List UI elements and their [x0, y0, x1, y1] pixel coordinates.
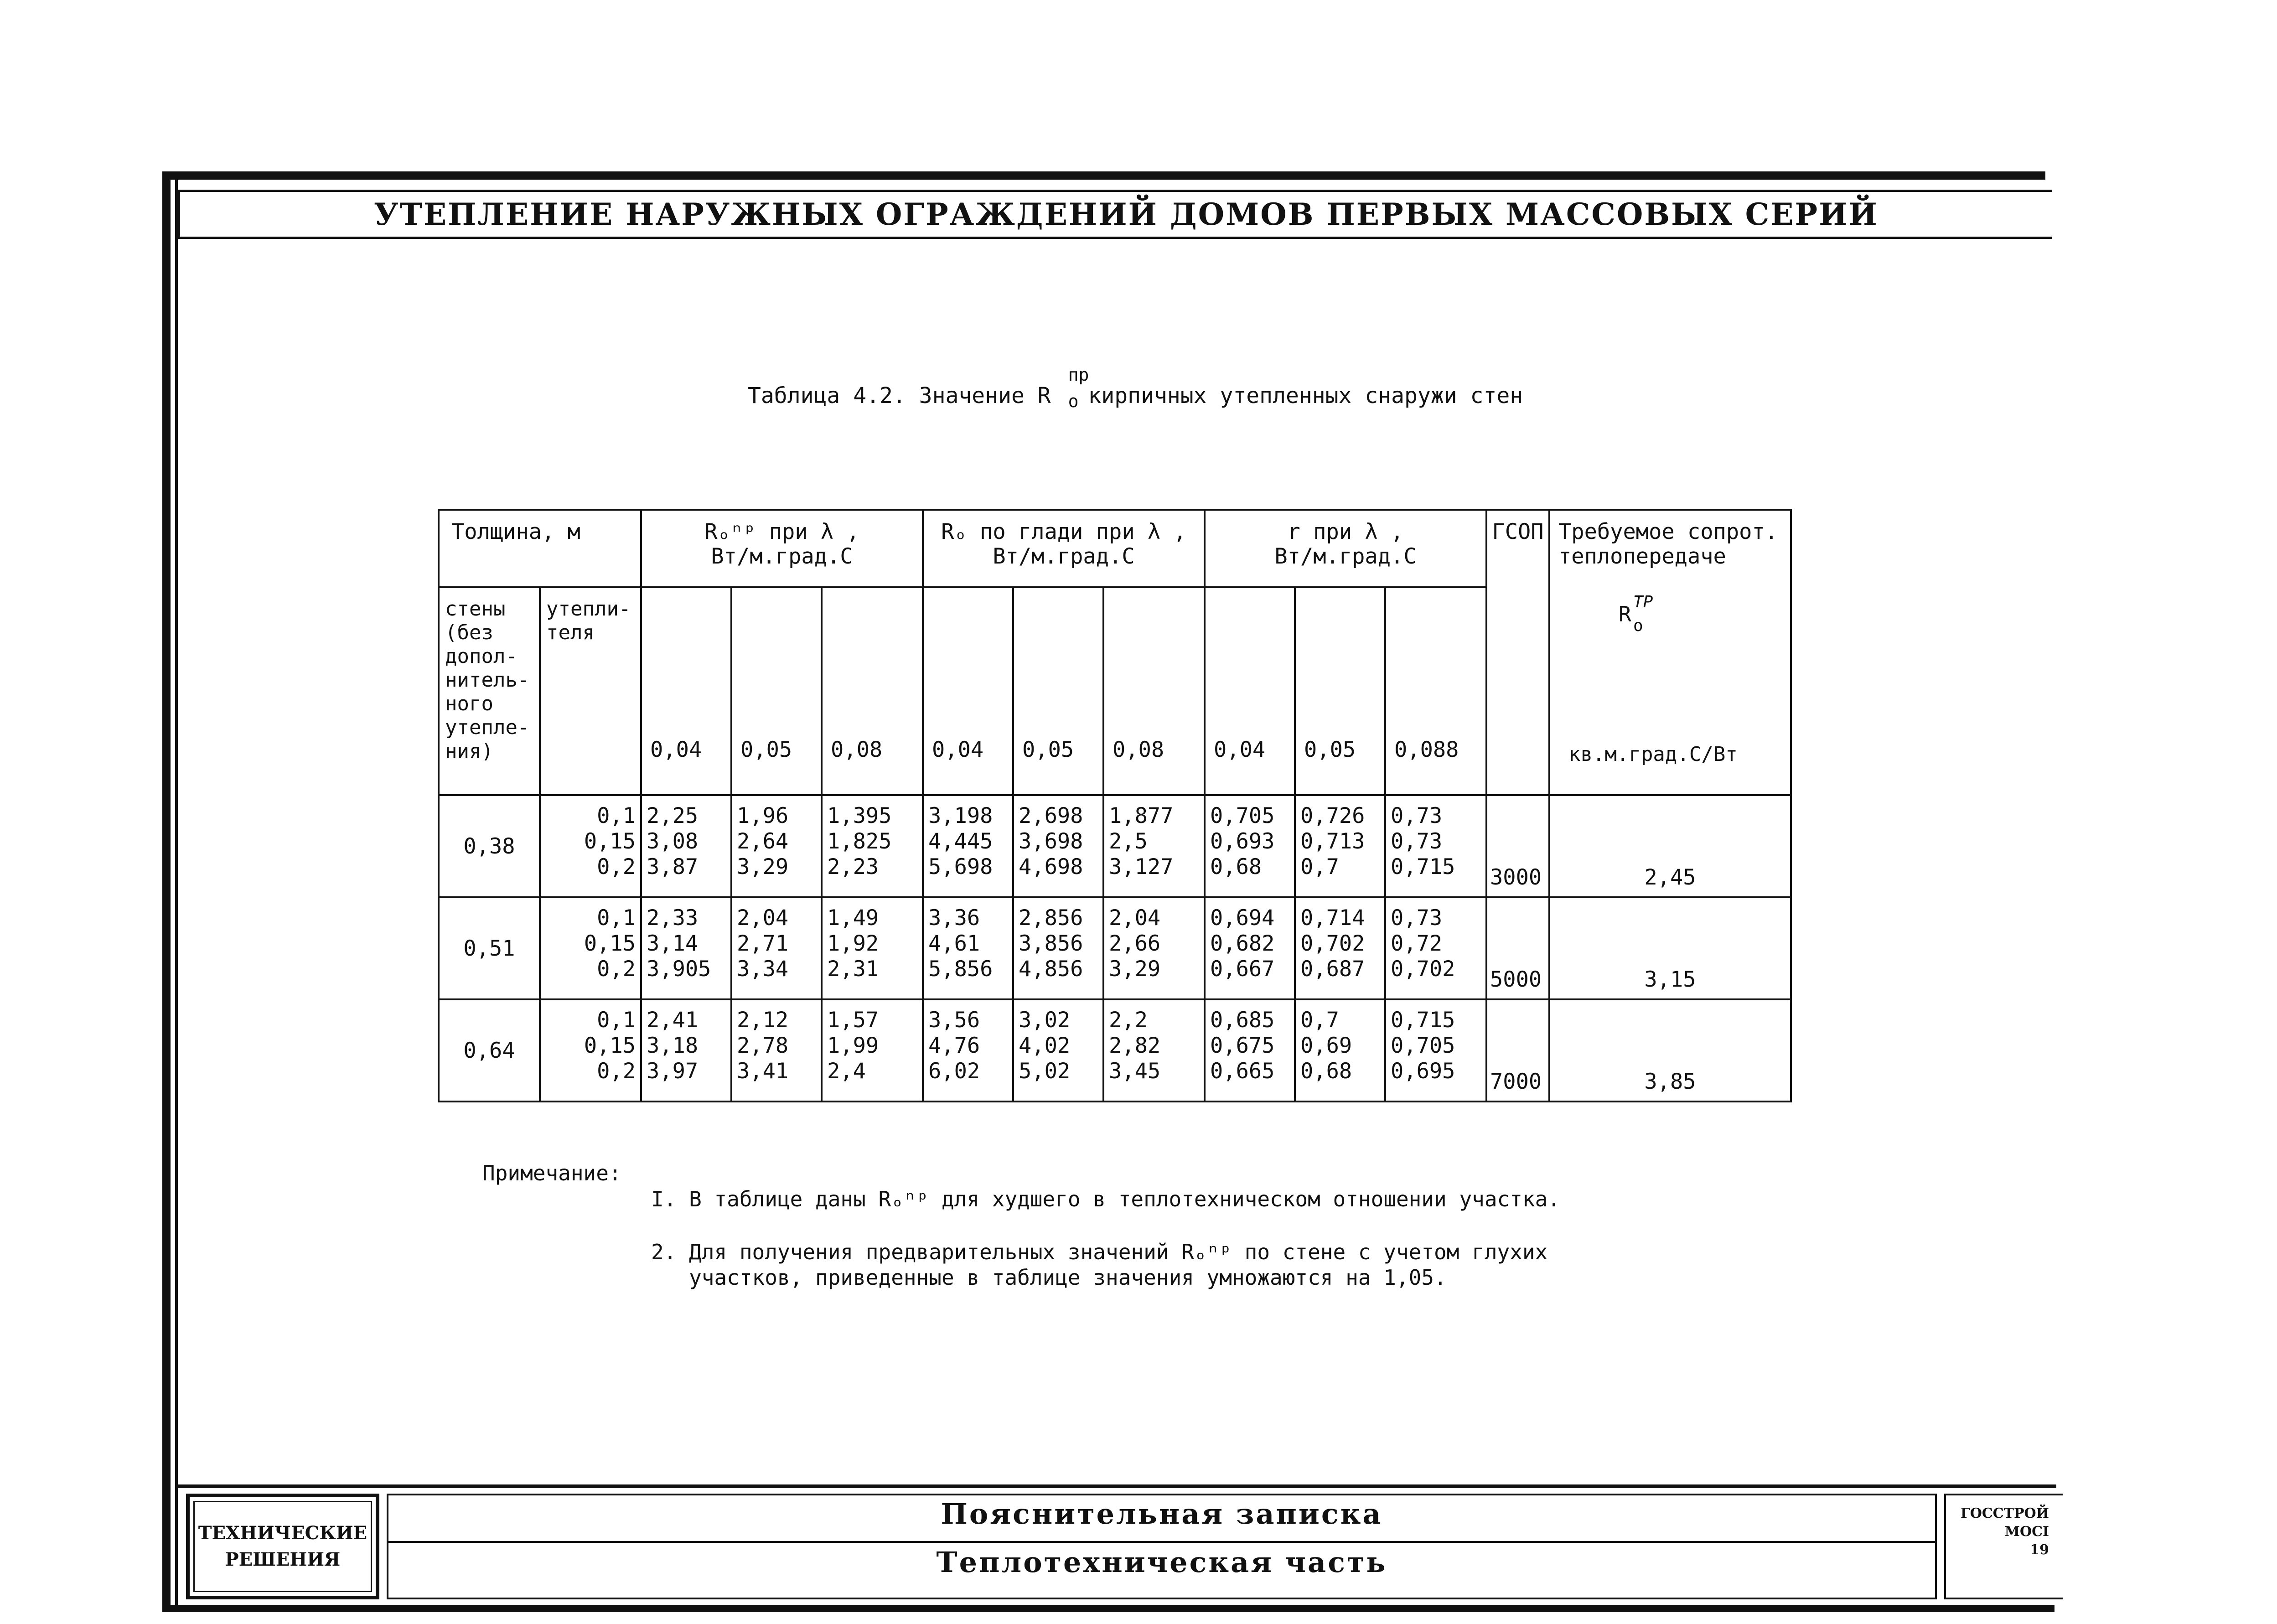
stamp-inner [193, 1501, 372, 1592]
cell-value: 3,56 4,76 6,02 [923, 999, 1013, 1102]
cell-value: 0,714 0,702 0,687 [1295, 897, 1385, 999]
notes-title: Примечание: [482, 1161, 621, 1185]
org-line-1: ГОССТРОЙ [1961, 1505, 2049, 1521]
cell-value: 2,12 2,78 3,41 [731, 999, 822, 1102]
cell-value: 2,856 3,856 4,856 [1013, 897, 1103, 999]
cell-value: 2,25 3,08 3,87 [641, 795, 731, 897]
frame-bottom-border [162, 1605, 2054, 1612]
cell-value: 0,685 0,675 0,665 [1205, 999, 1295, 1102]
caption-sub: о [1068, 391, 1079, 411]
caption-sup: пр [1068, 365, 1089, 385]
header-wall: стены (без допол- нитель- ного утепле- ния) [439, 587, 540, 795]
cell-insulation: 0,1 0,15 0,2 [540, 795, 641, 897]
required-symbol [1619, 593, 1653, 635]
required-symbol-sup: ТР [1633, 593, 1653, 611]
lambda-glad-3: 0,08 [1103, 587, 1205, 795]
cell-wall: 0,64 [439, 999, 540, 1102]
org-line-3: 19 [2030, 1542, 2049, 1558]
table-row [439, 795, 1791, 897]
table-row [439, 999, 1791, 1102]
cell-required: 2,45 [1549, 795, 1791, 897]
required-symbol-sub: о [1633, 616, 1643, 635]
document-title: Пояснительная записка [941, 1497, 1383, 1531]
frame-inner-border [175, 180, 178, 1605]
cell-gsop: 3000 [1486, 795, 1549, 897]
technical-solutions-stamp [186, 1494, 379, 1599]
footer-title-divider [387, 1541, 1937, 1543]
lambda-glad-2: 0,05 [1013, 587, 1103, 795]
cell-value: 0,715 0,705 0,695 [1385, 999, 1486, 1102]
table-header-row [439, 510, 1791, 587]
header-insulation: утепли- теля [540, 587, 641, 795]
lambda-r-3: 0,088 [1385, 587, 1486, 795]
page-title: УТЕПЛЕНИЕ НАРУЖНЫХ ОГРАЖДЕНИЙ ДОМОВ ПЕРВЫХ МАССОВЫХ СЕРИЙ [374, 197, 1879, 232]
lambda-pr-1: 0,04 [641, 587, 731, 795]
lambda-r-2: 0,05 [1295, 587, 1385, 795]
lambda-pr-2: 0,05 [731, 587, 822, 795]
caption-prefix: Таблица 4.2. Значение R [748, 383, 1051, 409]
cell-required: 3,15 [1549, 897, 1791, 999]
cell-value: 2,04 2,71 3,34 [731, 897, 822, 999]
table-caption [748, 365, 1523, 429]
cell-value: 2,698 3,698 4,698 [1013, 795, 1103, 897]
data-table [438, 509, 1792, 1102]
lambda-glad-1: 0,04 [923, 587, 1013, 795]
stamp-line-2: РЕШЕНИЯ [225, 1549, 341, 1570]
cell-wall: 0,51 [439, 897, 540, 999]
caption-suffix: кирпичных утепленных снаружи стен [1088, 383, 1523, 409]
required-unit: кв.м.град.С/Вт [1568, 743, 1738, 766]
caption-symbol [1056, 365, 1089, 411]
cell-value: 3,198 4,445 5,698 [923, 795, 1013, 897]
header-thickness: Толщина, м [439, 510, 641, 587]
cell-value: 2,33 3,14 3,905 [641, 897, 731, 999]
cell-value: 3,36 4,61 5,856 [923, 897, 1013, 999]
header-required [1549, 510, 1791, 795]
lambda-pr-3: 0,08 [822, 587, 923, 795]
cell-insulation: 0,1 0,15 0,2 [540, 999, 641, 1102]
header-r-pr: Rₒⁿᵖ при λ , Вт/м.град.С [641, 510, 923, 587]
header-required-label: Требуемое сопрот. теплопередаче [1558, 519, 1778, 569]
cell-value: 1,49 1,92 2,31 [822, 897, 923, 999]
cell-value: 2,41 3,18 3,97 [641, 999, 731, 1102]
section-title: Теплотехническая часть [936, 1546, 1387, 1579]
cell-value: 2,04 2,66 3,29 [1103, 897, 1205, 999]
cell-value: 0,694 0,682 0,667 [1205, 897, 1295, 999]
cell-value: 1,96 2,64 3,29 [731, 795, 822, 897]
header-r-glad: Rₒ по глади при λ , Вт/м.град.С [923, 510, 1205, 587]
cell-value: 0,73 0,73 0,715 [1385, 795, 1486, 897]
cell-value: 3,02 4,02 5,02 [1013, 999, 1103, 1102]
cell-gsop: 7000 [1486, 999, 1549, 1102]
cell-value: 0,73 0,72 0,702 [1385, 897, 1486, 999]
cell-value: 1,57 1,99 2,4 [822, 999, 923, 1102]
cell-value: 0,7 0,69 0,68 [1295, 999, 1385, 1102]
cell-value: 1,395 1,825 2,23 [822, 795, 923, 897]
required-symbol-letter: R [1619, 602, 1631, 626]
footer-divider [178, 1484, 2056, 1488]
note-item: 2. Для получения предварительных значений Rₒⁿᵖ по стене с учетом глухих участков, приведенные в таблице значения умножаются на 1,05. [651, 1240, 1548, 1290]
header-gsop: ГСОП [1486, 510, 1549, 795]
cell-value: 2,2 2,82 3,45 [1103, 999, 1205, 1102]
stamp-line-1: ТЕХНИЧЕСКИЕ [198, 1522, 367, 1544]
cell-required: 3,85 [1549, 999, 1791, 1102]
cell-wall: 0,38 [439, 795, 540, 897]
cell-insulation: 0,1 0,15 0,2 [540, 897, 641, 999]
frame-top-border [162, 171, 2045, 180]
lambda-r-1: 0,04 [1205, 587, 1295, 795]
org-line-2: МОСІ [2004, 1524, 2049, 1540]
cell-gsop: 5000 [1486, 897, 1549, 999]
cell-value: 1,877 2,5 3,127 [1103, 795, 1205, 897]
header-r: r при λ , Вт/м.град.С [1205, 510, 1486, 587]
organization-text [1956, 1505, 2049, 1559]
note-item: I. В таблице даны Rₒⁿᵖ для худшего в теплотехническом отношении участка. [651, 1187, 1560, 1211]
cell-value: 0,726 0,713 0,7 [1295, 795, 1385, 897]
frame-left-border [162, 171, 171, 1612]
cell-value: 0,705 0,693 0,68 [1205, 795, 1295, 897]
table-row [439, 897, 1791, 999]
